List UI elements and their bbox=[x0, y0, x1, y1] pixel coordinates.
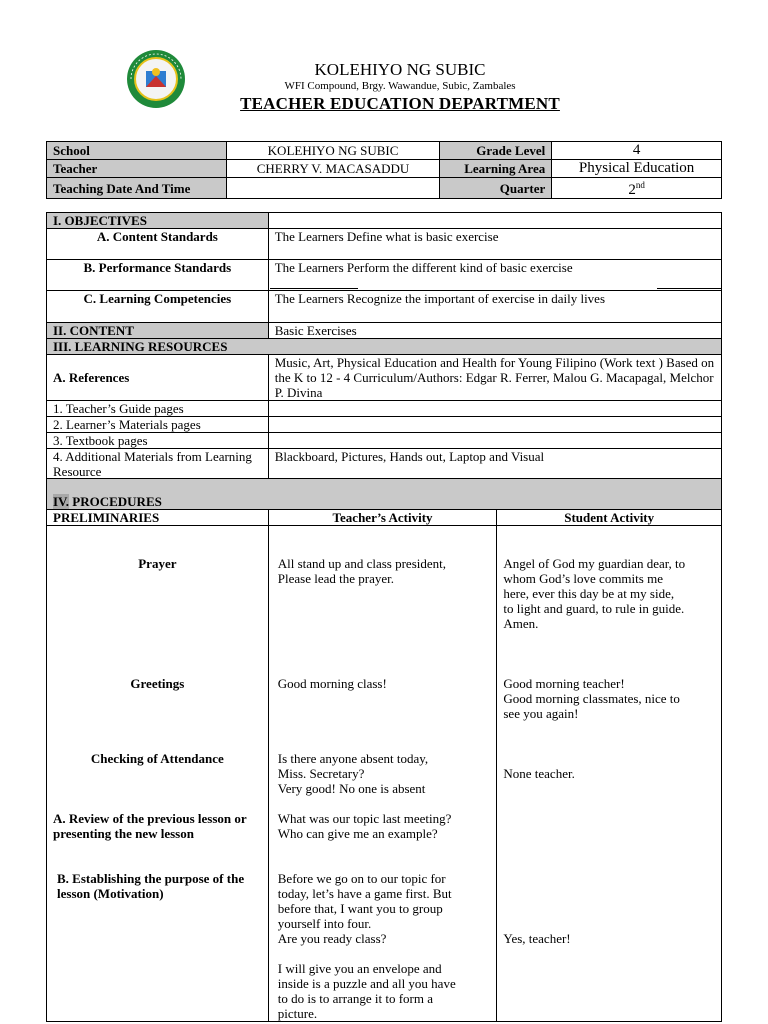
quarter-value: 2nd bbox=[552, 178, 722, 199]
teacher-activity-line: picture. bbox=[277, 1006, 318, 1021]
student-activity-line bbox=[503, 886, 715, 901]
references-value: Music, Art, Physical Education and Health for Young Filipino (Work text ) Based on the K to 12 - 4 Curriculum/Authors: Edgar R. Ferrer, Malou G. Macapagal, Melchor P. Divina bbox=[268, 355, 721, 401]
procedure-row bbox=[47, 871, 722, 1022]
student-activity-line: Good morning classmates, nice to bbox=[503, 691, 680, 706]
student-activity-line bbox=[503, 871, 715, 886]
teacher-activity-line: Before we go on to our topic for bbox=[277, 871, 446, 886]
student-activity-line: see you again! bbox=[503, 706, 579, 721]
teacher-activity-line: before that, I want you to group bbox=[277, 901, 443, 916]
additional-materials-label: 4. Additional Materials from Learning Resource bbox=[47, 449, 269, 480]
student-activity-cell bbox=[497, 736, 722, 811]
teacher-activity-cell bbox=[268, 661, 497, 736]
teacher-activity-header: Teacher’s Activity bbox=[268, 510, 497, 526]
performance-standards-label: B. Performance Standards bbox=[47, 260, 269, 291]
info-table bbox=[46, 141, 722, 199]
objectives-heading: I. OBJECTIVES bbox=[47, 213, 269, 229]
student-activity-line: Amen. bbox=[503, 616, 539, 631]
student-activity-cell bbox=[497, 811, 722, 871]
preliminaries-label: PRELIMINARIES bbox=[47, 510, 269, 526]
department-title: TEACHER EDUCATION DEPARTMENT bbox=[240, 94, 560, 113]
teacher-activity-line: inside is a puzzle and all you have bbox=[277, 976, 456, 991]
school-label: School bbox=[47, 142, 227, 160]
underline-mark bbox=[657, 288, 721, 289]
teacher-value: CHERRY V. MACASADDU bbox=[226, 160, 440, 178]
student-activity-cell bbox=[497, 871, 722, 1022]
procedures-table bbox=[46, 478, 722, 1022]
teaching-date-value bbox=[226, 178, 440, 199]
student-activity-line: Good morning teacher! bbox=[503, 676, 625, 691]
procedure-step-label bbox=[47, 736, 269, 811]
procedure-step-label bbox=[47, 661, 269, 736]
procedure-step-label bbox=[47, 811, 269, 871]
procedure-step-label bbox=[47, 526, 269, 662]
school-value: KOLEHIYO NG SUBIC bbox=[226, 142, 440, 160]
procedure-step-text: Prayer bbox=[138, 556, 177, 571]
procedure-step-text: A. Review of the previous lesson or presenting the new lesson bbox=[53, 811, 247, 841]
procedure-row bbox=[47, 526, 722, 662]
teacher-activity-line: What was our topic last meeting? bbox=[277, 811, 452, 826]
teacher-activity-line bbox=[278, 946, 491, 961]
procedure-row bbox=[47, 811, 722, 871]
teacher-activity-line: Good morning class! bbox=[277, 676, 387, 691]
teachers-guide-label: 1. Teacher’s Guide pages bbox=[47, 401, 269, 417]
teacher-activity-line: Is there anyone absent today, bbox=[277, 751, 429, 766]
procedure-step-text: Greetings bbox=[130, 676, 185, 691]
procedure-step-text: Checking of Attendance bbox=[90, 751, 224, 766]
student-activity-line bbox=[503, 751, 715, 766]
student-activity-line bbox=[503, 916, 715, 931]
underline-mark bbox=[270, 288, 358, 289]
student-activity-cell bbox=[497, 661, 722, 736]
teacher-activity-cell bbox=[268, 526, 497, 662]
teacher-activity-line: Very good! No one is absent bbox=[277, 781, 426, 796]
grade-level-value: 4 bbox=[552, 142, 722, 160]
teacher-activity-line: I will give you an envelope and bbox=[277, 961, 442, 976]
student-activity-line: whom God’s love commits me bbox=[503, 571, 663, 586]
performance-standards-value: The Learners Perform the different kind of basic exercise bbox=[268, 260, 721, 291]
teacher-activity-cell bbox=[268, 811, 497, 871]
student-activity-line: Yes, teacher! bbox=[503, 931, 571, 946]
procedure-step-label bbox=[47, 871, 269, 1022]
teacher-activity-line: Please lead the prayer. bbox=[277, 571, 394, 586]
teacher-activity-line: Who can give me an example? bbox=[277, 826, 438, 841]
teacher-activity-line: Miss. Secretary? bbox=[277, 766, 365, 781]
learning-area-label: Learning Area bbox=[440, 160, 552, 178]
teaching-date-label: Teaching Date And Time bbox=[47, 178, 227, 199]
teacher-activity-line: to do is to arrange it to form a bbox=[277, 991, 433, 1006]
student-activity-header: Student Activity bbox=[497, 510, 722, 526]
procedure-step-text: B. Establishing the purpose of the lesson (Motivation) bbox=[57, 871, 245, 901]
teacher-activity-line: Are you ready class? bbox=[277, 931, 387, 946]
quarter-label: Quarter bbox=[440, 178, 552, 199]
content-heading: II. CONTENT bbox=[47, 323, 269, 339]
learners-materials-label: 2. Learner’s Materials pages bbox=[47, 417, 269, 433]
procedure-row bbox=[47, 661, 722, 736]
teacher-activity-cell bbox=[268, 871, 497, 1022]
student-activity-cell bbox=[497, 526, 722, 662]
additional-materials-value: Blackboard, Pictures, Hands out, Laptop and Visual bbox=[268, 449, 721, 480]
content-standards-value: The Learners Define what is basic exercise bbox=[268, 229, 721, 260]
student-activity-line: None teacher. bbox=[503, 766, 575, 781]
student-activity-line: here, ever this day be at my side, bbox=[503, 586, 675, 601]
teacher-activity-line: today, let’s have a game first. But bbox=[277, 886, 452, 901]
teacher-label: Teacher bbox=[47, 160, 227, 178]
learning-competencies-label: C. Learning Competencies bbox=[47, 291, 269, 323]
teacher-activity-line: All stand up and class president, bbox=[277, 556, 446, 571]
learning-area-value: Physical Education bbox=[552, 160, 722, 178]
procedures-heading: IV. PROCEDURES bbox=[47, 479, 722, 510]
teacher-activity-cell bbox=[268, 736, 497, 811]
references-label: A. References bbox=[47, 355, 269, 401]
school-address: WFI Compound, Brgy. Wawandue, Subic, Zambales bbox=[284, 80, 516, 92]
student-activity-line: to light and guard, to rule in guide. bbox=[503, 601, 685, 616]
student-activity-line bbox=[503, 901, 715, 916]
teacher-activity-line: yourself into four. bbox=[277, 916, 372, 931]
content-value: Basic Exercises bbox=[268, 323, 721, 339]
student-activity-line: Angel of God my guardian dear, to bbox=[503, 556, 686, 571]
procedure-row bbox=[47, 736, 722, 811]
learning-resources-heading: III. LEARNING RESOURCES bbox=[47, 339, 722, 355]
grade-level-label: Grade Level bbox=[440, 142, 552, 160]
procedures-body bbox=[47, 526, 722, 1022]
school-name-heading: KOLEHIYO NG SUBIC bbox=[314, 60, 486, 79]
lesson-plan-table bbox=[46, 212, 722, 480]
learning-competencies-value: The Learners Recognize the important of exercise in daily lives bbox=[268, 291, 721, 323]
content-standards-label: A. Content Standards bbox=[47, 229, 269, 260]
textbook-pages-label: 3. Textbook pages bbox=[47, 433, 269, 449]
